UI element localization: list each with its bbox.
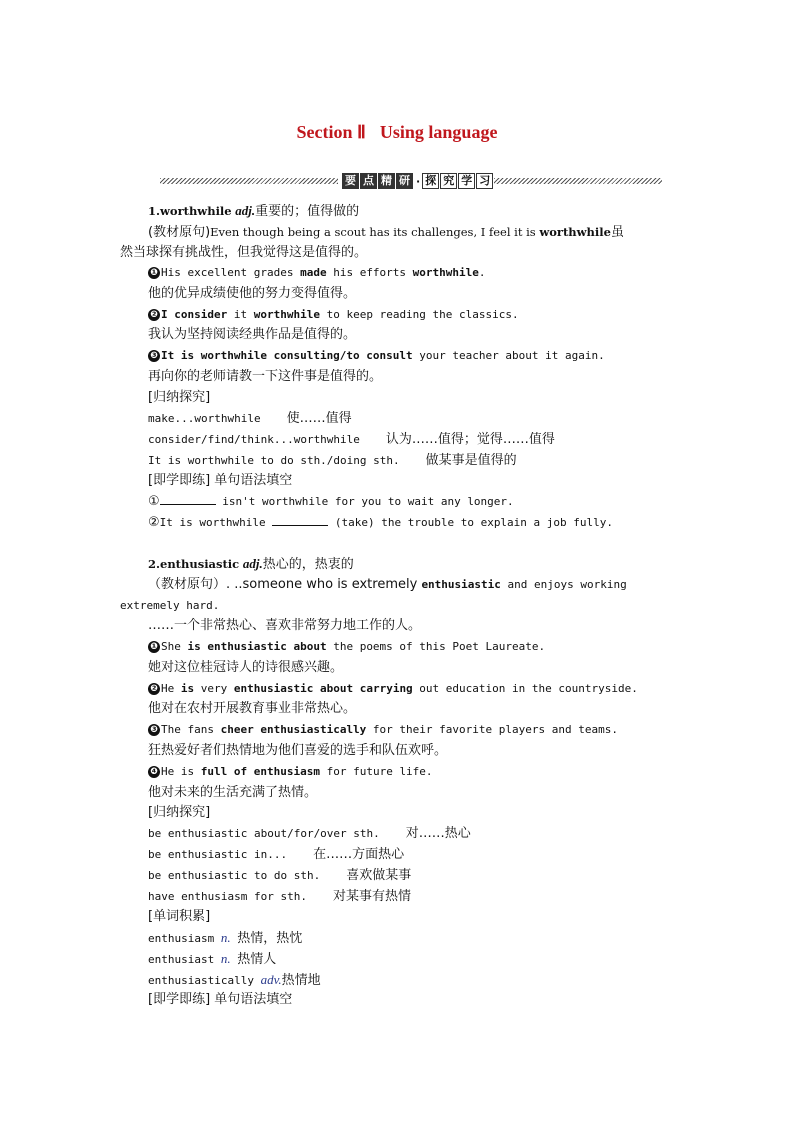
example-2: ❷ I consider it worthwhile to keep reading the classics.: [148, 307, 519, 323]
textbook-translation: 然当球探有挑战性，但我觉得这是值得的。: [120, 245, 368, 260]
marker-3-icon: ❸: [148, 724, 160, 736]
banner-label: 要 点 精 研 · 探 究 学 习: [342, 173, 494, 189]
entry-heading-worthwhile: 1.worthwhile adj.重要的；值得做的: [148, 203, 360, 219]
example-1-translation: 他的优异成绩使他的努力变得值得。: [148, 286, 357, 301]
vocab-item: enthusiasm n. 热情，热忱: [148, 930, 303, 946]
answer-blank[interactable]: [272, 515, 328, 526]
example-3: ❸ The fans cheer enthusiastically for their favorite players and teams.: [148, 722, 618, 738]
summary-item: have enthusiasm for sth. 对某事有热情: [148, 889, 411, 904]
summary-item: It is worthwhile to do sth./doing sth. 做某事是值得的: [148, 453, 517, 468]
marker-4-icon: ❹: [148, 766, 160, 778]
summary-item: be enthusiastic about/for/over sth. 对……热心: [148, 826, 471, 841]
textbook-translation: ……一个非常热心、喜欢非常努力地工作的人。: [148, 618, 422, 633]
summary-label: [归纳探究]: [148, 805, 211, 820]
banner-hatch-left: [160, 178, 338, 184]
practice-label: [即学即练] 单句语法填空: [148, 473, 293, 488]
entry-heading-enthusiastic: 2.enthusiastic adj.热心的，热衷的: [148, 556, 354, 572]
page-title: Section Ⅱ Using language: [296, 122, 498, 142]
summary-item: consider/find/think...worthwhile 认为……值得；觉得……值得: [148, 432, 555, 447]
textbook-sentence: (教材原句)Even though being a scout has its challenges, I feel it is worthwhile虽: [148, 225, 624, 240]
example-1: ❶ His excellent grades made his efforts worthwhile.: [148, 265, 486, 281]
summary-item: be enthusiastic in... 在……方面热心: [148, 847, 405, 862]
example-1-translation: 她对这位桂冠诗人的诗很感兴趣。: [148, 660, 344, 675]
example-3-translation: 再向你的老师请教一下这件事是值得的。: [148, 369, 383, 384]
example-2-translation: 他对在农村开展教育事业非常热心。: [148, 701, 357, 716]
example-3-translation: 狂热爱好者们热情地为他们喜爱的选手和队伍欢呼。: [148, 743, 448, 758]
banner-hatch-right: [494, 178, 662, 184]
practice-label: [即学即练] 单句语法填空: [148, 992, 293, 1007]
marker-2-icon: ❷: [148, 309, 160, 321]
example-4: ❹ He is full of enthusiasm for future life.: [148, 764, 433, 780]
vocab-label: [单词积累]: [148, 909, 211, 924]
marker-2-icon: ❷: [148, 683, 160, 695]
summary-item: be enthusiastic to do sth. 喜欢做某事: [148, 868, 412, 883]
summary-item: make...worthwhile 使……值得: [148, 411, 352, 426]
practice-question-2: ②It is worthwhile (take) the trouble to explain a job fully.: [148, 515, 614, 530]
marker-3-icon: ❸: [148, 350, 160, 362]
marker-1-icon: ❶: [148, 641, 160, 653]
practice-question-1: ① isn't worthwhile for you to wait any longer.: [148, 494, 514, 509]
marker-1-icon: ❶: [148, 267, 160, 279]
example-2-translation: 我认为坚持阅读经典作品是值得的。: [148, 327, 357, 342]
vocab-item: enthusiastically adv.热情地: [148, 972, 321, 988]
example-1: ❶ She is enthusiastic about the poems of this Poet Laureate.: [148, 639, 545, 655]
answer-blank[interactable]: [160, 494, 216, 505]
example-2: ❷ He is very enthusiastic about carrying out education in the countryside.: [148, 681, 638, 697]
example-3: ❸ It is worthwhile consulting/to consult your teacher about it again.: [148, 348, 605, 364]
example-4-translation: 他对未来的生活充满了热情。: [148, 785, 318, 800]
textbook-sentence: （教材原句）. ..someone who is extremely enthusiastic and enjoys working: [148, 577, 627, 592]
textbook-sentence-cont: extremely hard.: [120, 599, 220, 612]
summary-label: [归纳探究]: [148, 390, 211, 405]
section-banner: [160, 173, 662, 189]
vocab-item: enthusiast n. 热情人: [148, 951, 277, 967]
